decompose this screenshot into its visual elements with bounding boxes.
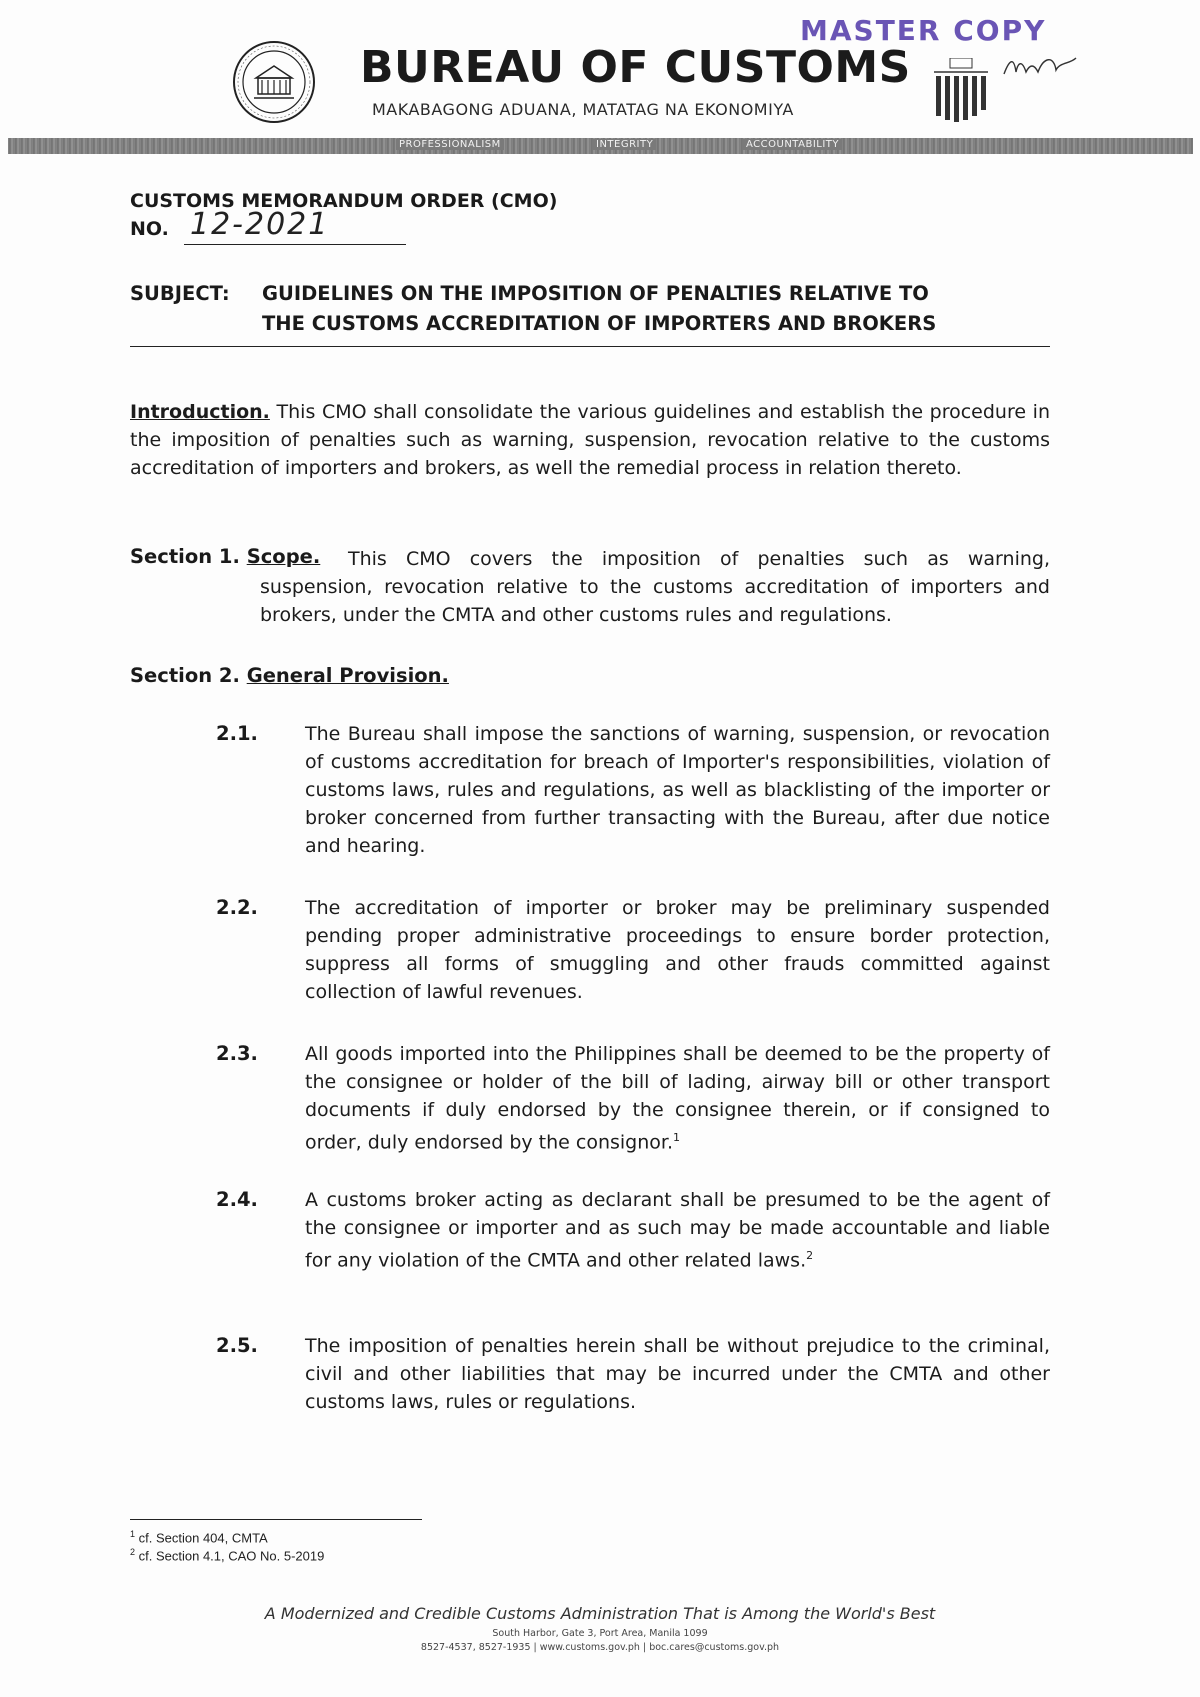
section-1-heading: Scope.	[246, 545, 321, 568]
item-text: The imposition of penalties herein shall be without prejudice to the criminal, civil and other liabilities that may be incurred under the CMTA and other customs laws, rules or regulations.	[305, 1335, 1050, 1413]
item-text: The Bureau shall impose the sanctions of warning, suspension, or revocation of customs accreditation for breach of Importer's responsibilities, violation of customs laws, rules and regulations, as well as blacklisting of the importer or broker concerned from further transacting with the Bureau, after due notice and hearing.	[305, 723, 1050, 857]
footnote-1-text: cf. Section 404, CMTA	[138, 1530, 268, 1546]
initials-signature-icon	[1000, 52, 1080, 82]
subject-divider	[130, 346, 1050, 347]
cmo-title: CUSTOMS MEMORANDUM ORDER (CMO)	[130, 190, 558, 212]
introduction-heading: Introduction.	[130, 401, 270, 423]
footnote-2-ref: 2	[130, 1547, 136, 1557]
footnote-1	[130, 1529, 268, 1545]
footnote-ref: 2	[806, 1249, 814, 1262]
section-1-text	[260, 545, 1050, 629]
section-2-number: Section 2.	[130, 664, 240, 687]
subject-label: SUBJECT:	[130, 282, 230, 305]
bureau-tagline: MAKABAGONG ADUANA, MATATAG NA EKONOMIYA	[372, 100, 794, 119]
value-accountability: ACCOUNTABILITY	[743, 139, 842, 150]
footer-contact: 8527-4537, 8527-1935 | www.customs.gov.ph | boc.cares@customs.gov.ph	[420, 1642, 780, 1653]
section-2-heading: General Provision.	[246, 664, 449, 687]
department-of-finance-seal-icon	[232, 40, 316, 124]
introduction-text: This CMO shall consolidate the various guidelines and establish the procedure in the imposition of penalties such as warning, suspension, revocation relative to the customs accreditation of importers and brokers, as well the remedial process in relation thereto.	[130, 401, 1050, 479]
section-1-number: Section 1.	[130, 545, 240, 568]
item-text: The accreditation of importer or broker may be preliminary suspended pending proper administrative proceedings to ensure border protection, suppress all forms of smuggling and other frauds committed against collection of lawful revenues.	[305, 897, 1050, 1003]
cmo-number-line	[184, 244, 406, 245]
item-body: A customs broker acting as declarant shall be presumed to be the agent of the consignee or importer and as such may be made accountable and liable for any violation of the CMTA and other related laws.	[305, 1189, 1050, 1272]
bureau-title: BUREAU OF CUSTOMS	[360, 42, 911, 93]
introduction-paragraph	[130, 398, 1050, 482]
item-number: 2.4.	[216, 1188, 258, 1211]
footnote-divider	[130, 1519, 422, 1520]
item-text	[305, 1040, 1050, 1156]
cmo-number-label: NO.	[130, 218, 169, 240]
item-body: All goods imported into the Philippines shall be deemed to be the property of the consignee or holder of the bill of lading, airway bill or other transport documents if duly endorsed by the consignee therein, or if consigned to order, duly endorsed by the consignor.	[305, 1043, 1050, 1154]
value-professionalism: PROFESSIONALISM	[396, 139, 504, 150]
footnote-2	[130, 1547, 324, 1563]
subject-line-2: THE CUSTOMS ACCREDITATION OF IMPORTERS AND BROKERS	[262, 312, 937, 335]
item-number: 2.1.	[216, 722, 258, 745]
footnote-ref: 1	[673, 1131, 681, 1144]
value-integrity: INTEGRITY	[593, 139, 656, 150]
cmo-number-value: 12-2021	[190, 207, 330, 242]
item-number: 2.3.	[216, 1042, 258, 1065]
item-number: 2.2.	[216, 896, 258, 919]
section-1-body: This CMO covers the imposition of penalties such as warning, suspension, revocation relative to the customs accreditation of importers and brokers, under the CMTA and other customs rules and regulations.	[260, 548, 1050, 626]
item-number: 2.5.	[216, 1334, 258, 1357]
footer-motto: A Modernized and Credible Customs Administration That is Among the World's Best	[264, 1604, 936, 1623]
boc-logo-icon	[930, 58, 992, 124]
section-2-label	[130, 664, 449, 687]
footnote-1-ref: 1	[130, 1529, 136, 1539]
footer-address: South Harbor, Gate 3, Port Area, Manila 1099	[492, 1628, 708, 1639]
footnote-2-text: cf. Section 4.1, CAO No. 5-2019	[138, 1548, 325, 1564]
master-copy-stamp: MASTER COPY	[800, 14, 1047, 47]
core-values-bar	[8, 138, 1193, 154]
item-text	[305, 1186, 1050, 1274]
subject-line-1: GUIDELINES ON THE IMPOSITION OF PENALTIES RELATIVE TO	[262, 282, 929, 305]
